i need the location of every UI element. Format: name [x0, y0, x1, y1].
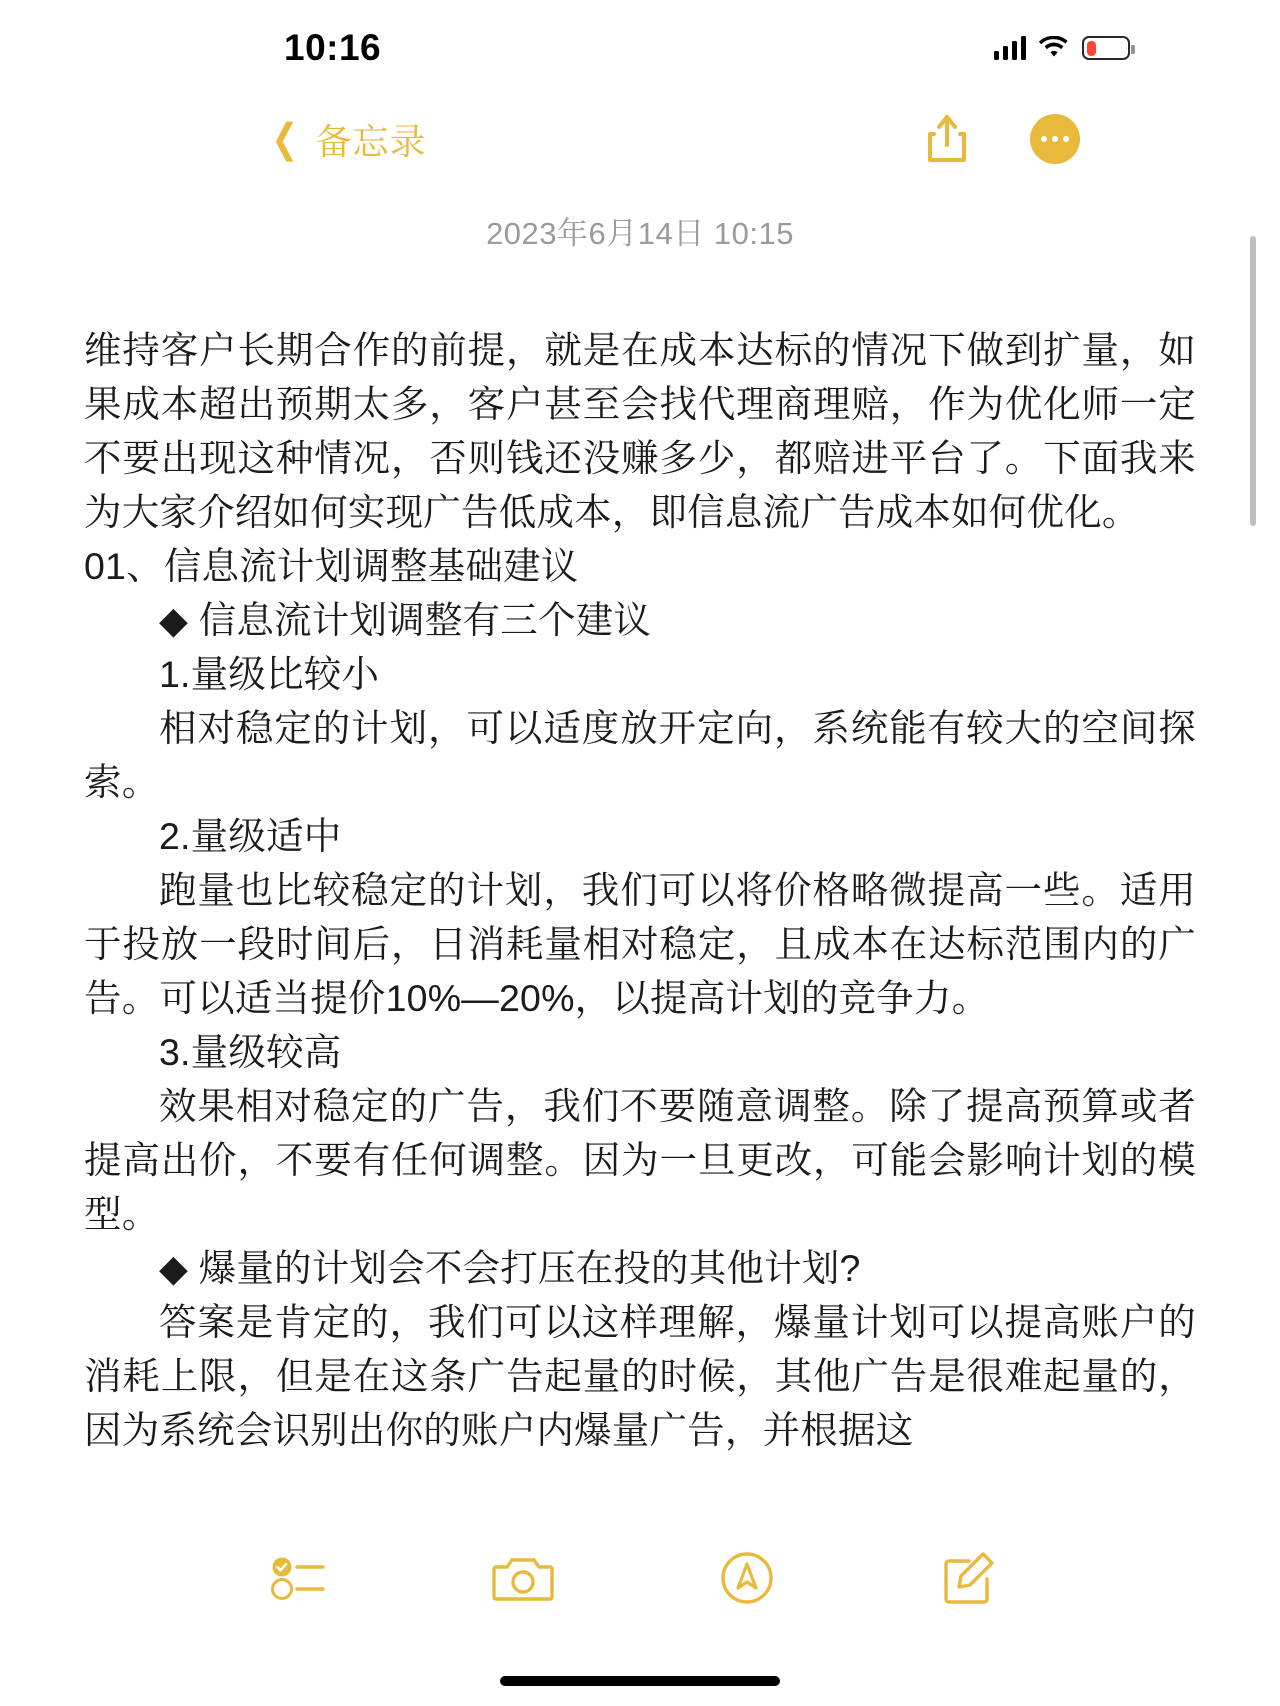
- status-time: 10:16: [284, 27, 382, 68]
- camera-icon: [492, 1553, 554, 1603]
- more-options-icon: [1030, 114, 1080, 164]
- camera-button[interactable]: [491, 1546, 555, 1610]
- note-paragraph: 相对稳定的计划，可以适度放开定向，系统能有较大的空间探索。: [84, 707, 1196, 803]
- bottom-toolbar: [0, 1526, 1280, 1630]
- note-paragraph: 3.量级较高: [159, 1031, 342, 1073]
- status-indicators: [994, 36, 1131, 60]
- note-paragraph: 维持客户长期合作的前提，就是在成本达标的情况下做到扩量，如果成本超出预期太多，客户甚至会找代理商理赔，作为优化师一定不要出现这种情况，否则钱还没赚多少，都赔进平台了。下面我来为大家介绍如何实现广告低成本，即信息流广告成本如何优化。: [84, 329, 1196, 533]
- share-button[interactable]: [921, 113, 973, 165]
- share-icon: [924, 113, 970, 165]
- wifi-icon: [1038, 36, 1070, 60]
- note-paragraph: 1.量级比较小: [159, 653, 380, 695]
- note-text-area[interactable]: [60, 323, 1220, 1457]
- markup-pen-icon: [720, 1551, 774, 1605]
- nav-actions: [921, 113, 1081, 165]
- status-bar: [0, 0, 1280, 96]
- navigation-bar: [0, 96, 1280, 182]
- scrollbar[interactable]: [1250, 236, 1256, 526]
- compose-button[interactable]: [938, 1546, 1002, 1610]
- back-button-label: 备忘录: [315, 120, 427, 162]
- note-paragraph: 效果相对稳定的广告，我们不要随意调整。除了提高预算或者提高出价，不要有任何调整。因为一旦更改，可能会影响计划的模型。: [84, 1085, 1196, 1235]
- chevron-left-icon: ❮: [271, 117, 299, 161]
- note-timestamp: 2023年6月14日 10:15: [486, 216, 794, 251]
- note-paragraph: 2.量级适中: [159, 815, 342, 857]
- checklist-icon: [271, 1556, 329, 1600]
- cellular-signal-icon: [994, 36, 1027, 60]
- home-indicator: [500, 1676, 780, 1686]
- markup-button[interactable]: [715, 1546, 779, 1610]
- checklist-button[interactable]: [268, 1546, 332, 1610]
- note-paragraph: ◆ 信息流计划调整有三个建议: [159, 599, 652, 641]
- back-button[interactable]: [268, 114, 427, 165]
- note-container: [0, 208, 1280, 1457]
- note-paragraph: 01、信息流计划调整基础建议: [84, 545, 579, 587]
- more-options-button[interactable]: [1029, 113, 1081, 165]
- note-paragraph: 答案是肯定的，我们可以这样理解，爆量计划可以提高账户的消耗上限，但是在这条广告起量的时候，其他广告是很难起量的，因为系统会识别出你的账户内爆量广告，并根据这: [84, 1301, 1196, 1451]
- note-paragraph: 跑量也比较稳定的计划，我们可以将价格略微提高一些。适用于投放一段时间后，日消耗量相对稳定，且成本在达标范围内的广告。可以适当提价10%—20%，以提高计划的竞争力。: [84, 869, 1196, 1019]
- battery-low-icon: [1082, 36, 1130, 60]
- compose-icon: [942, 1551, 998, 1605]
- note-paragraph: ◆ 爆量的计划会不会打压在投的其他计划?: [159, 1247, 861, 1289]
